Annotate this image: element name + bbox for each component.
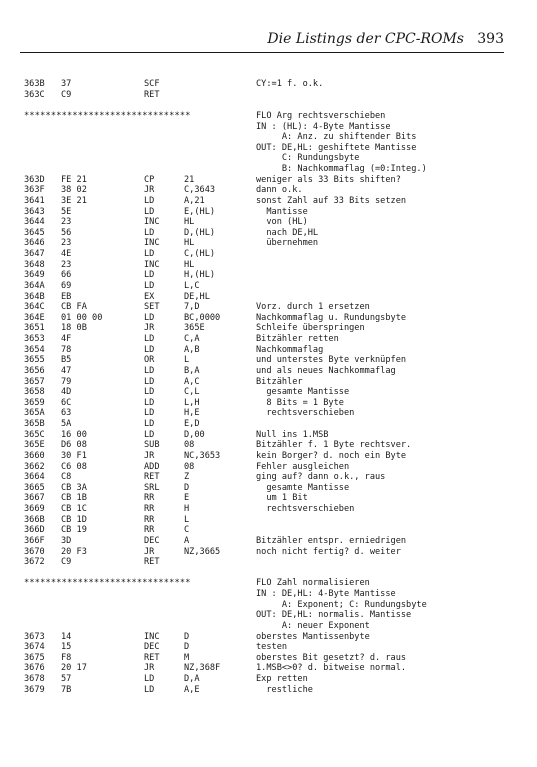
code-line bbox=[24, 355, 514, 366]
code-line bbox=[24, 642, 514, 653]
comment: von (HL) bbox=[256, 217, 308, 228]
running-title: Die Listings der CPC-ROMs bbox=[267, 31, 464, 47]
hex-bytes: D6 08 bbox=[61, 440, 87, 451]
address: 3653 bbox=[24, 334, 45, 344]
operand: D bbox=[184, 482, 190, 493]
comment: Vorz. durch 1 ersetzen bbox=[256, 302, 370, 313]
comment: Mantisse bbox=[256, 206, 308, 217]
comment: rechtsverschieben bbox=[256, 504, 355, 514]
code-line bbox=[24, 398, 514, 409]
section-header-line bbox=[24, 578, 514, 589]
address: 3673 bbox=[24, 631, 45, 642]
hex-bytes: 56 bbox=[61, 227, 72, 238]
comment: 1.MSB<>0? d. bitweise normal. bbox=[256, 663, 407, 674]
operand: HL bbox=[184, 217, 195, 228]
operand: 08 bbox=[184, 440, 195, 451]
comment: sonst Zahl auf 33 Bits setzen bbox=[256, 195, 407, 206]
mnemonic: RR bbox=[144, 525, 155, 536]
code-line bbox=[24, 292, 514, 303]
hex-bytes: 57 bbox=[61, 674, 72, 684]
operand: 365E bbox=[184, 323, 205, 334]
mnemonic: RET bbox=[144, 472, 160, 483]
hex-bytes: 37 bbox=[61, 79, 72, 89]
hex-bytes: 6C bbox=[61, 397, 72, 408]
code-line bbox=[24, 281, 514, 292]
operand: L,H bbox=[184, 397, 200, 408]
code-line bbox=[24, 153, 514, 164]
separator-stars: ******************************* bbox=[24, 578, 191, 589]
hex-bytes: 15 bbox=[61, 642, 72, 653]
address: 3674 bbox=[24, 642, 45, 653]
code-line bbox=[24, 143, 514, 154]
address: 3660 bbox=[24, 450, 45, 461]
hex-bytes: CB 1C bbox=[61, 504, 87, 514]
mnemonic: LD bbox=[144, 334, 155, 344]
comment: ging auf? dann o.k., raus bbox=[256, 472, 386, 483]
code-line bbox=[24, 525, 514, 536]
hex-bytes: 78 bbox=[61, 344, 72, 355]
operand: L bbox=[184, 514, 190, 525]
comment: 8 Bits = 1 Byte bbox=[256, 397, 344, 408]
hex-bytes: C8 bbox=[61, 472, 72, 483]
address: 3658 bbox=[24, 387, 45, 398]
mnemonic: LD bbox=[144, 419, 155, 429]
code-line bbox=[24, 600, 514, 611]
code-line bbox=[24, 238, 514, 249]
address: 3664 bbox=[24, 472, 45, 483]
mnemonic: LD bbox=[144, 674, 155, 684]
operand: D bbox=[184, 631, 190, 642]
comment: und unterstes Byte verknüpfen bbox=[256, 355, 407, 366]
mnemonic: OR bbox=[144, 355, 155, 366]
comment: dann o.k. bbox=[256, 185, 303, 196]
address: 3670 bbox=[24, 546, 45, 557]
code-line bbox=[24, 217, 514, 228]
mnemonic: INC bbox=[144, 217, 160, 228]
hex-bytes: 4E bbox=[61, 249, 72, 259]
mnemonic: LD bbox=[144, 397, 155, 408]
operand: NC,3653 bbox=[184, 450, 221, 461]
operand: H bbox=[184, 504, 190, 514]
comment: Nachkommaflag u. Rundungsbyte bbox=[256, 312, 407, 323]
comment: CY:=1 f. o.k. bbox=[256, 79, 324, 89]
mnemonic: INC bbox=[144, 259, 160, 270]
code-line bbox=[24, 260, 514, 271]
operand: 7,D bbox=[184, 302, 200, 313]
comment: Null ins 1.MSB bbox=[256, 429, 329, 440]
address: 3676 bbox=[24, 663, 45, 674]
operand: D,(HL) bbox=[184, 227, 216, 238]
operand: NZ,368F bbox=[184, 663, 221, 674]
address: 3644 bbox=[24, 217, 45, 228]
mnemonic: JR bbox=[144, 323, 155, 334]
comment: OUT: DE,HL: geshiftete Mantisse bbox=[256, 142, 417, 153]
operand: A bbox=[184, 535, 190, 546]
address: 3641 bbox=[24, 195, 45, 206]
comment: oberstes Bit gesetzt? d. raus bbox=[256, 652, 407, 663]
separator-stars: ******************************* bbox=[24, 110, 191, 121]
hex-bytes: 16 00 bbox=[61, 429, 87, 440]
hex-bytes: 63 bbox=[61, 408, 72, 419]
address: 3654 bbox=[24, 344, 45, 355]
code-line bbox=[24, 196, 514, 207]
hex-bytes: C9 bbox=[61, 89, 72, 100]
mnemonic: LD bbox=[144, 312, 155, 323]
code-line bbox=[24, 313, 514, 324]
code-line bbox=[24, 249, 514, 260]
mnemonic: DEC bbox=[144, 642, 160, 653]
blank-line bbox=[24, 568, 514, 579]
page-number: 393 bbox=[477, 31, 504, 47]
operand: E bbox=[184, 493, 190, 504]
address: 3656 bbox=[24, 365, 45, 376]
code-line bbox=[24, 164, 514, 175]
comment: oberstes Mantissenbyte bbox=[256, 631, 370, 642]
operand: D,00 bbox=[184, 429, 205, 440]
hex-bytes: 20 F3 bbox=[61, 546, 87, 557]
code-line bbox=[24, 334, 514, 345]
mnemonic: LD bbox=[144, 684, 155, 695]
hex-bytes: 4F bbox=[61, 334, 72, 344]
code-line bbox=[24, 493, 514, 504]
code-line bbox=[24, 472, 514, 483]
comment: Bitzähler bbox=[256, 376, 303, 387]
mnemonic: CP bbox=[144, 174, 155, 185]
mnemonic: LD bbox=[144, 344, 155, 355]
mnemonic: LD bbox=[144, 227, 155, 238]
address: 363C bbox=[24, 89, 45, 100]
comment: Exp retten bbox=[256, 674, 308, 684]
hex-bytes: 5A bbox=[61, 419, 72, 429]
mnemonic: SRL bbox=[144, 482, 160, 493]
code-line bbox=[24, 483, 514, 494]
comment: gesamte Mantisse bbox=[256, 482, 350, 493]
blank-line bbox=[24, 100, 514, 111]
hex-bytes: 79 bbox=[61, 376, 72, 387]
mnemonic: SET bbox=[144, 302, 160, 313]
hex-bytes: 18 0B bbox=[61, 323, 87, 334]
operand: C,L bbox=[184, 387, 200, 398]
code-line bbox=[24, 621, 514, 632]
code-line bbox=[24, 345, 514, 356]
mnemonic: LD bbox=[144, 365, 155, 376]
comment: A: neuer Exponent bbox=[256, 620, 370, 631]
mnemonic: RET bbox=[144, 89, 160, 100]
mnemonic: INC bbox=[144, 631, 160, 642]
address: 363B bbox=[24, 79, 45, 89]
hex-bytes: 3E 21 bbox=[61, 195, 87, 206]
hex-bytes: 23 bbox=[61, 217, 72, 228]
code-line bbox=[24, 515, 514, 526]
mnemonic: LD bbox=[144, 270, 155, 281]
section-title: FLO Zahl normalisieren bbox=[256, 578, 370, 589]
hex-bytes: 3D bbox=[61, 535, 72, 546]
address: 3662 bbox=[24, 461, 45, 472]
mnemonic: LD bbox=[144, 376, 155, 387]
address: 3678 bbox=[24, 674, 45, 684]
mnemonic: LD bbox=[144, 195, 155, 206]
code-line bbox=[24, 632, 514, 643]
hex-bytes: C6 08 bbox=[61, 461, 87, 472]
code-line bbox=[24, 451, 514, 462]
comment: weniger als 33 Bits shiften? bbox=[256, 174, 401, 185]
operand: E,D bbox=[184, 419, 200, 429]
operand: C bbox=[184, 525, 190, 536]
mnemonic: LD bbox=[144, 249, 155, 259]
address: 3679 bbox=[24, 684, 45, 695]
code-line bbox=[24, 408, 514, 419]
comment: gesamte Mantisse bbox=[256, 387, 350, 398]
mnemonic: ADD bbox=[144, 461, 160, 472]
hex-bytes: FE 21 bbox=[61, 174, 87, 185]
operand: H,(HL) bbox=[184, 270, 216, 281]
hex-bytes: CB 1B bbox=[61, 493, 87, 504]
mnemonic: SCF bbox=[144, 79, 160, 89]
operand: A,E bbox=[184, 684, 200, 695]
mnemonic: LD bbox=[144, 429, 155, 440]
comment: IN : DE,HL: 4-Byte Mantisse bbox=[256, 589, 396, 599]
hex-bytes: 4D bbox=[61, 387, 72, 398]
code-line bbox=[24, 547, 514, 558]
address: 365A bbox=[24, 408, 45, 419]
comment: testen bbox=[256, 642, 288, 653]
code-line bbox=[24, 302, 514, 313]
address: 364A bbox=[24, 280, 45, 291]
hex-bytes: CB FA bbox=[61, 302, 87, 313]
operand: A,21 bbox=[184, 195, 205, 206]
code-line bbox=[24, 175, 514, 186]
comment: Bitzähler entspr. erniedrigen bbox=[256, 535, 407, 546]
address: 366D bbox=[24, 525, 45, 536]
address: 365E bbox=[24, 440, 45, 451]
comment: um 1 Bit bbox=[256, 493, 308, 504]
operand: 08 bbox=[184, 461, 195, 472]
mnemonic: JR bbox=[144, 185, 155, 196]
operand: L,C bbox=[184, 280, 200, 291]
address: 364E bbox=[24, 312, 45, 323]
operand: NZ,3665 bbox=[184, 546, 221, 557]
comment: noch nicht fertig? d. weiter bbox=[256, 546, 401, 557]
address: 364B bbox=[24, 291, 45, 302]
address: 3645 bbox=[24, 227, 45, 238]
mnemonic: SUB bbox=[144, 440, 160, 451]
operand: HL bbox=[184, 238, 195, 249]
comment: A: Exponent; C: Rundungsbyte bbox=[256, 599, 427, 610]
code-line bbox=[24, 462, 514, 473]
operand: H,E bbox=[184, 408, 200, 419]
comment: A: Anz. zu shiftender Bits bbox=[256, 132, 417, 143]
mnemonic: EX bbox=[144, 291, 155, 302]
comment: übernehmen bbox=[256, 238, 319, 249]
address: 366B bbox=[24, 514, 45, 525]
comment: Fehler ausgleichen bbox=[256, 461, 350, 472]
comment: OUT: DE,HL: normalis. Mantisse bbox=[256, 610, 412, 621]
code-line bbox=[24, 122, 514, 133]
page-header bbox=[20, 30, 504, 53]
address: 3659 bbox=[24, 397, 45, 408]
operand: A,C bbox=[184, 376, 200, 387]
mnemonic: LD bbox=[144, 408, 155, 419]
mnemonic: DEC bbox=[144, 535, 160, 546]
operand: HL bbox=[184, 259, 195, 270]
address: 3675 bbox=[24, 652, 45, 663]
mnemonic: RR bbox=[144, 493, 155, 504]
operand: M bbox=[184, 652, 190, 663]
address: 3667 bbox=[24, 493, 45, 504]
address: 3648 bbox=[24, 259, 45, 270]
hex-bytes: 20 17 bbox=[61, 663, 87, 674]
comment: kein Borger? d. noch ein Byte bbox=[256, 450, 407, 461]
code-line bbox=[24, 430, 514, 441]
operand: C,(HL) bbox=[184, 249, 216, 259]
code-line bbox=[24, 610, 514, 621]
operand: E,(HL) bbox=[184, 206, 216, 217]
address: 3649 bbox=[24, 270, 45, 281]
hex-bytes: F8 bbox=[61, 652, 72, 663]
hex-bytes: 47 bbox=[61, 365, 72, 376]
code-line bbox=[24, 207, 514, 218]
comment: Bitzähler retten bbox=[256, 334, 339, 344]
hex-bytes: C9 bbox=[61, 557, 72, 568]
comment: nach DE,HL bbox=[256, 227, 319, 238]
mnemonic: LD bbox=[144, 387, 155, 398]
hex-bytes: 69 bbox=[61, 280, 72, 291]
comment: Bitzähler f. 1 Byte rechtsver. bbox=[256, 440, 412, 451]
operand: B,A bbox=[184, 365, 200, 376]
address: 3672 bbox=[24, 557, 45, 568]
mnemonic: LD bbox=[144, 280, 155, 291]
address: 364C bbox=[24, 302, 45, 313]
operand: A,B bbox=[184, 344, 200, 355]
code-line bbox=[24, 270, 514, 281]
operand: Z bbox=[184, 472, 190, 483]
mnemonic: RET bbox=[144, 557, 160, 568]
mnemonic: LD bbox=[144, 206, 155, 217]
hex-bytes: B5 bbox=[61, 355, 72, 366]
address: 3655 bbox=[24, 355, 45, 366]
comment: restliche bbox=[256, 684, 313, 695]
section-header-line bbox=[24, 111, 514, 122]
comment: Nachkommaflag bbox=[256, 344, 324, 355]
comment: C: Rundungsbyte bbox=[256, 153, 360, 164]
code-line bbox=[24, 589, 514, 600]
mnemonic: JR bbox=[144, 546, 155, 557]
mnemonic: RR bbox=[144, 514, 155, 525]
operand: 21 bbox=[184, 174, 195, 185]
address: 366F bbox=[24, 535, 45, 546]
operand: BC,0000 bbox=[184, 312, 221, 323]
code-line bbox=[24, 419, 514, 430]
code-line bbox=[24, 377, 514, 388]
code-line bbox=[24, 685, 514, 696]
address: 3669 bbox=[24, 504, 45, 514]
hex-bytes: EB bbox=[61, 291, 72, 302]
code-line bbox=[24, 90, 514, 101]
hex-bytes: 66 bbox=[61, 270, 72, 281]
address: 363D bbox=[24, 174, 45, 185]
operand: C,A bbox=[184, 334, 200, 344]
code-line bbox=[24, 387, 514, 398]
hex-bytes: 5E bbox=[61, 206, 72, 217]
code-line bbox=[24, 440, 514, 451]
hex-bytes: 7B bbox=[61, 684, 72, 695]
hex-bytes: 30 F1 bbox=[61, 450, 87, 461]
comment: Schleife überspringen bbox=[256, 323, 365, 334]
hex-bytes: 23 bbox=[61, 238, 72, 249]
operand: C,3643 bbox=[184, 185, 216, 196]
comment: IN : (HL): 4-Byte Mantisse bbox=[256, 121, 391, 132]
mnemonic: RET bbox=[144, 652, 160, 663]
code-line bbox=[24, 536, 514, 547]
code-line bbox=[24, 228, 514, 239]
operand: D bbox=[184, 642, 190, 653]
comment: B: Nachkommaflag (=0:Integ.) bbox=[256, 164, 427, 174]
section-title: FLO Arg rechtsverschieben bbox=[256, 110, 386, 121]
mnemonic: INC bbox=[144, 238, 160, 249]
address: 3657 bbox=[24, 376, 45, 387]
code-line bbox=[24, 653, 514, 664]
hex-bytes: CB 19 bbox=[61, 525, 87, 536]
address: 3643 bbox=[24, 206, 45, 217]
operand: DE,HL bbox=[184, 291, 210, 302]
hex-bytes: CB 1D bbox=[61, 514, 87, 525]
address: 363F bbox=[24, 185, 45, 196]
address: 3646 bbox=[24, 238, 45, 249]
comment: und als neues Nachkommaflag bbox=[256, 365, 396, 376]
address: 365B bbox=[24, 419, 45, 429]
hex-bytes: CB 3A bbox=[61, 482, 87, 493]
code-line bbox=[24, 674, 514, 685]
code-line bbox=[24, 323, 514, 334]
operand: L bbox=[184, 355, 190, 366]
mnemonic: JR bbox=[144, 663, 155, 674]
hex-bytes: 23 bbox=[61, 259, 72, 270]
assembly-listing bbox=[24, 79, 514, 695]
hex-bytes: 14 bbox=[61, 631, 72, 642]
mnemonic: RR bbox=[144, 504, 155, 514]
code-line bbox=[24, 557, 514, 568]
hex-bytes: 01 00 00 bbox=[61, 312, 103, 323]
code-line bbox=[24, 185, 514, 196]
code-line bbox=[24, 663, 514, 674]
address: 3651 bbox=[24, 323, 45, 334]
operand: D,A bbox=[184, 674, 200, 684]
code-line bbox=[24, 79, 514, 90]
address: 3647 bbox=[24, 249, 45, 259]
mnemonic: JR bbox=[144, 450, 155, 461]
code-line bbox=[24, 504, 514, 515]
address: 365C bbox=[24, 429, 45, 440]
comment: rechtsverschieben bbox=[256, 408, 355, 419]
code-line bbox=[24, 366, 514, 377]
address: 3665 bbox=[24, 482, 45, 493]
code-line bbox=[24, 132, 514, 143]
hex-bytes: 38 02 bbox=[61, 185, 87, 196]
